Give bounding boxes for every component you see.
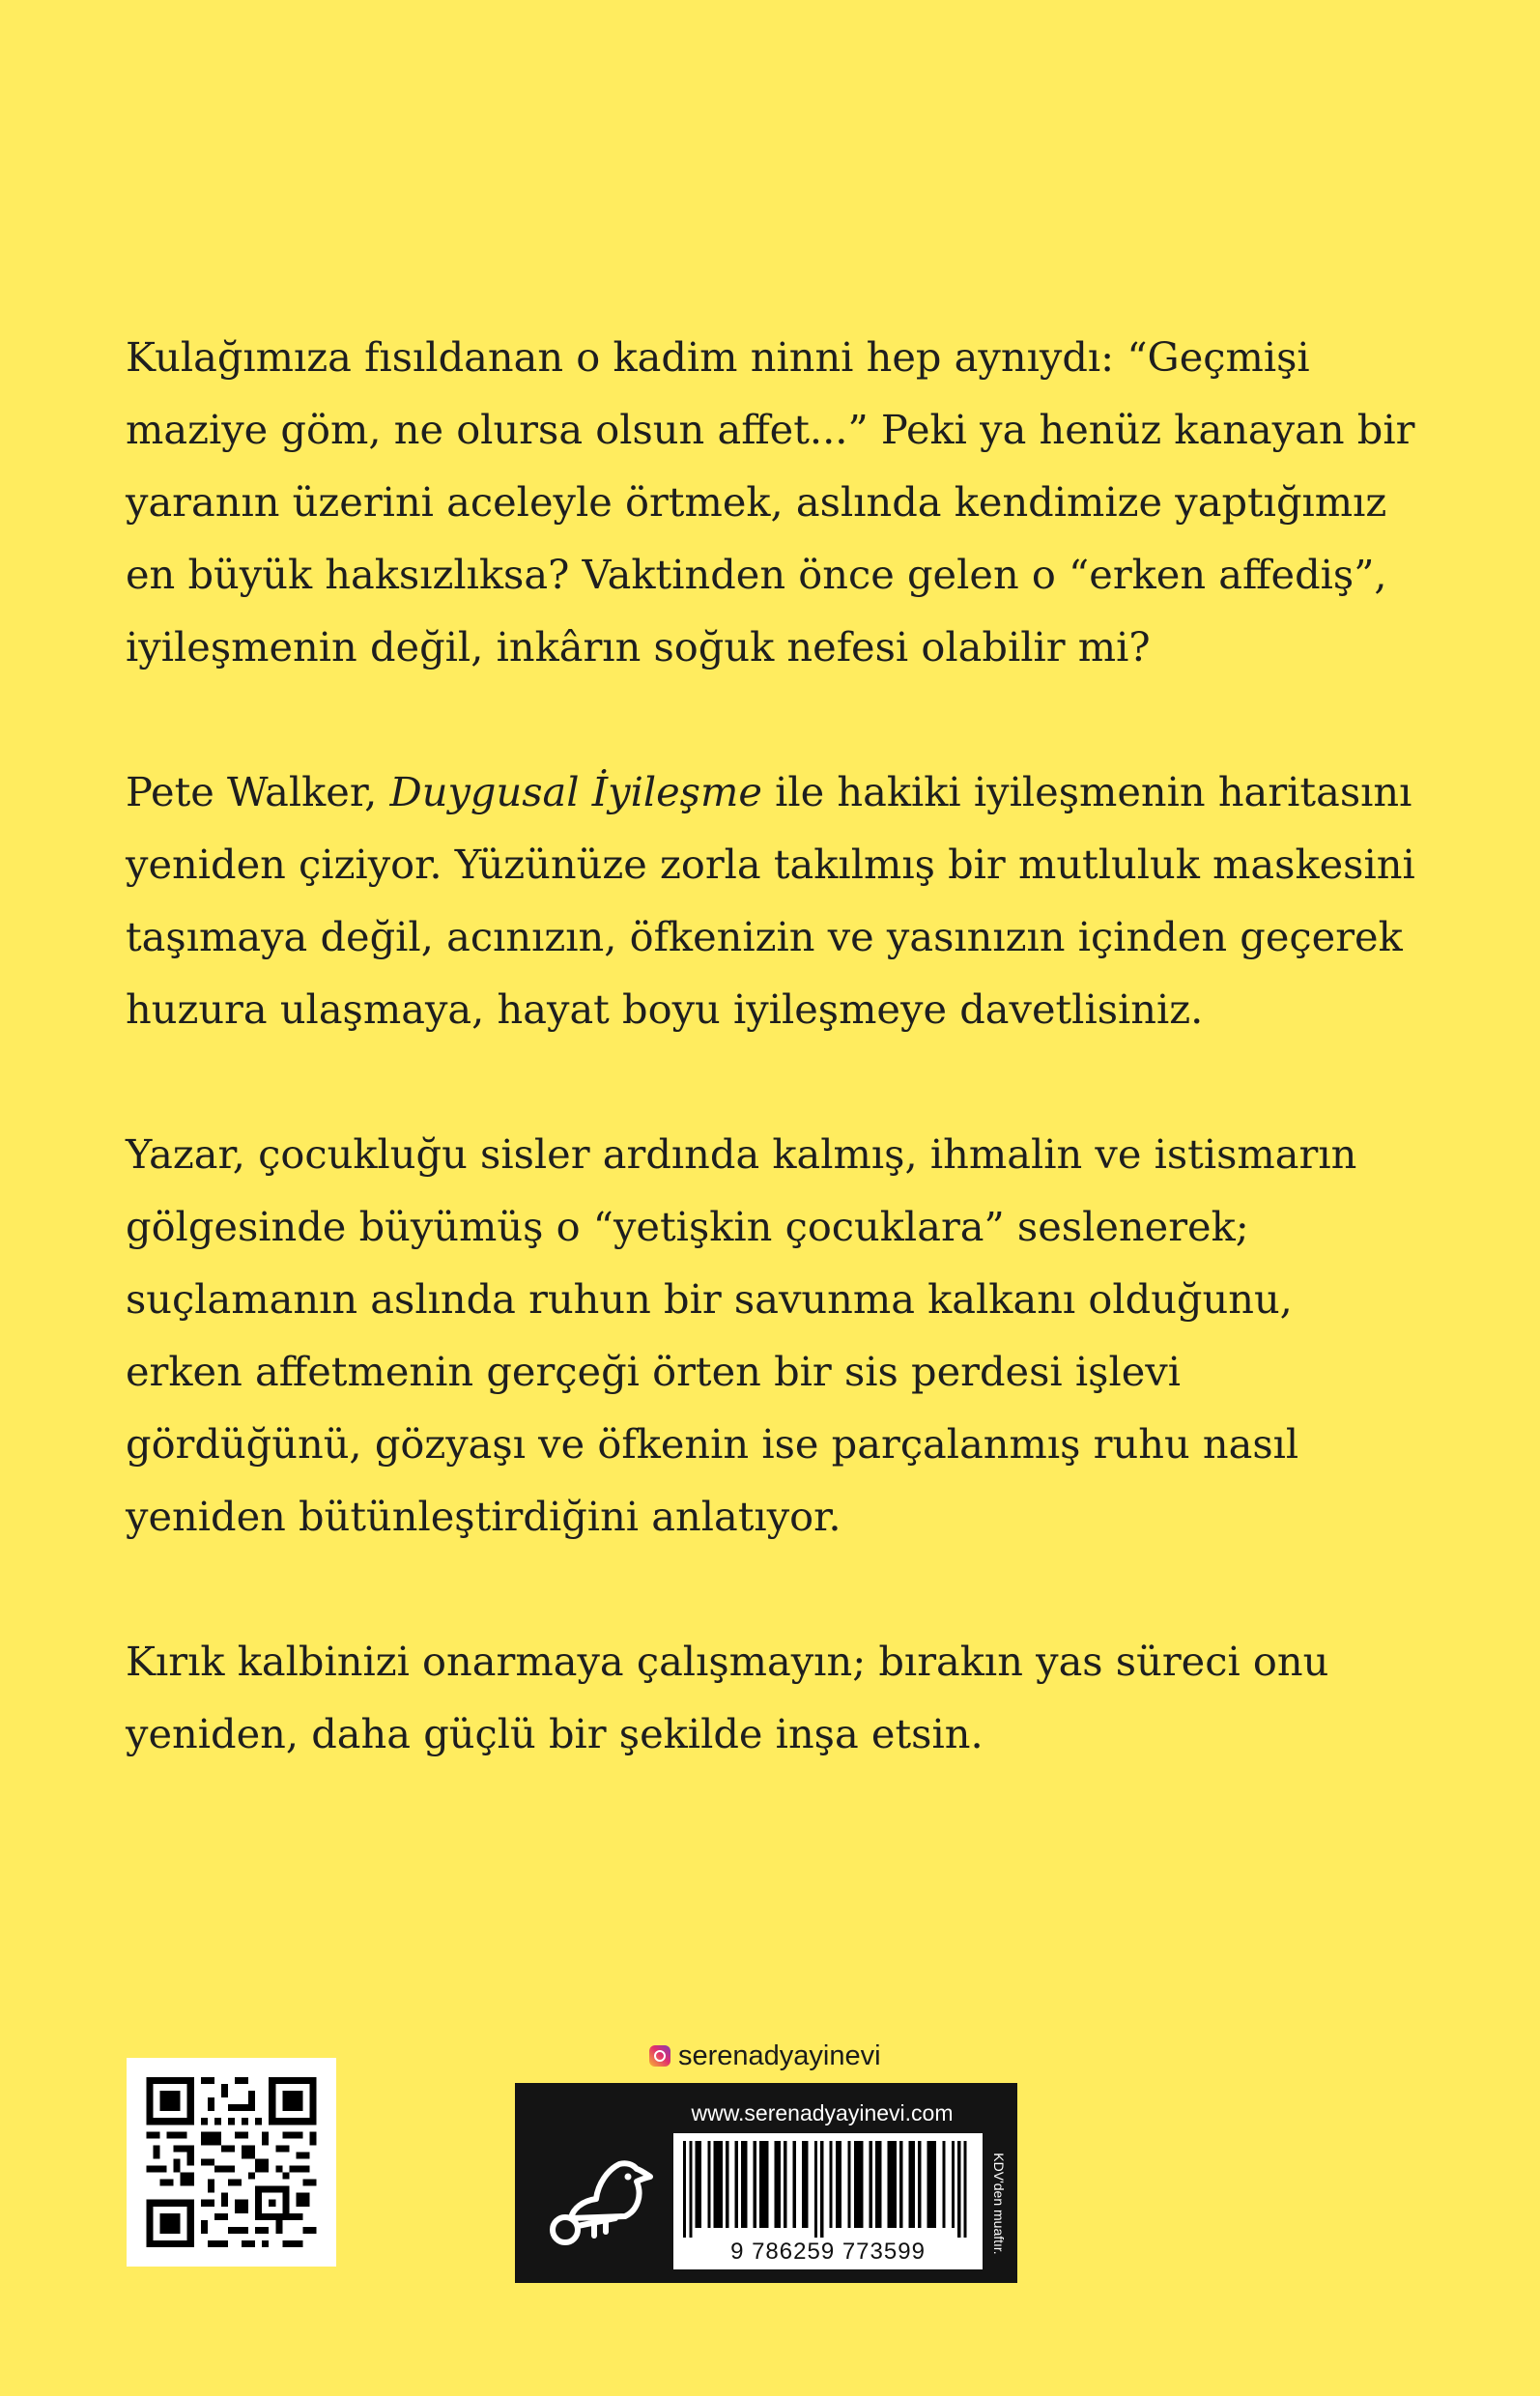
tax-note — [988, 2141, 1010, 2267]
tax-note-text: KDV'den muaftır. — [991, 2153, 1007, 2255]
blurb-paragraph-4: Kırık kalbinizi onarmaya çalışmayın; bırakın yas süreci onu yeniden, daha güçlü bir şekilde inşa etsin. — [126, 1638, 1329, 1757]
blurb-paragraph-1: Kulağımıza fısıldanan o kadim ninni hep aynıydı: “Geçmişi maziye göm, ne olursa olsun affet...” Peki ya henüz kanayan bir yaranın üzerini aceleyle örtmek, aslında kendimize yaptığımız en büyük haksızlıksa? Vaktinden önce gelen o “erken affediş”, iyileşmenin değil, inkârın soğuk nefesi olabilir mi? — [126, 333, 1415, 670]
publisher-barcode-box — [515, 2083, 1017, 2283]
qr-code-icon — [146, 2077, 317, 2247]
isbn-barcode — [673, 2133, 983, 2269]
publisher-website[interactable]: www.serenadyayinevi.com — [691, 2100, 954, 2125]
instagram-handle-text: serenadyayinevi — [678, 2039, 881, 2071]
bird-key-logo-icon — [544, 2151, 655, 2257]
instagram-handle[interactable] — [649, 2039, 881, 2073]
author-name: Pete Walker, — [126, 768, 390, 815]
blurb-paragraph-2 — [126, 756, 1420, 1045]
barcode-bars — [683, 2141, 973, 2238]
blurb-paragraph-3: Yazar, çocukluğu sisler ardında kalmış, ihmalin ve istismarın gölgesinde büyümüş o “yetişkin çocuklara” seslenerek; suçlamanın aslında ruhun bir savunma kalkanı olduğunu, erken affetmenin gerçeği örten bir sis perdesi işlevi gördüğünü, gözyaşı ve öfkenin ise parçalanmış ruhu nasıl yeniden bütünleştirdiğini anlatıyor. — [126, 1130, 1357, 1540]
book-title: Duygusal İyileşme — [389, 768, 762, 815]
back-cover-blurb — [126, 321, 1420, 1770]
blurb-paragraph-2-rest: ile hakiki iyileşmenin haritasını yeniden çiziyor. Yüzünüze zorla takılmış bir mutluluk maskesini taşımaya değil, acınızın, öfkenizin ve yasınızın içinden geçerek huzura ulaşmaya, hayat boyu iyileşmeye davetlisiniz. — [126, 768, 1415, 1033]
instagram-icon — [649, 2045, 670, 2067]
isbn-number: 9 786259 773599 — [730, 2239, 926, 2265]
qr-code[interactable] — [127, 2058, 336, 2267]
